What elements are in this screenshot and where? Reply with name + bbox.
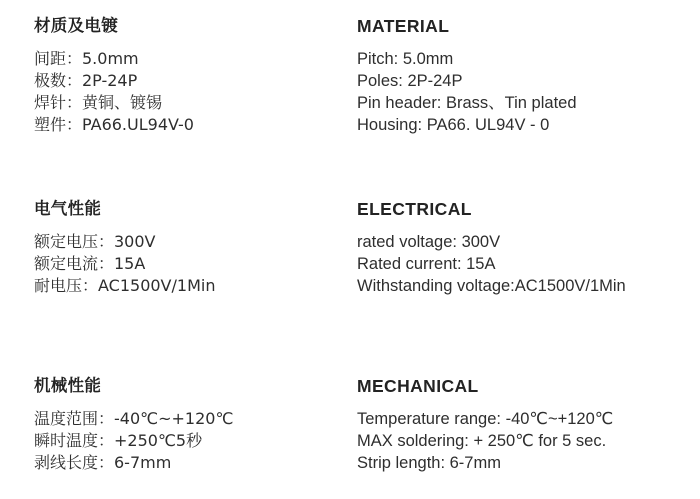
cn-electrical-section	[34, 199, 344, 297]
cn-pin-line: 焊针：黄铜、镀锡	[34, 93, 163, 112]
en-soldering-line: MAX soldering: + 250℃ for 5 sec.	[357, 432, 607, 450]
en-electrical-section	[357, 199, 697, 297]
en-mechanical-section	[357, 376, 697, 474]
cn-rated-current-line: 额定电流：15A	[34, 254, 146, 273]
en-mechanical-heading: MECHANICAL	[357, 376, 479, 396]
cn-strip-length-line: 剥线长度：6-7mm	[34, 453, 172, 472]
en-material-heading: MATERIAL	[357, 16, 450, 36]
cn-poles-line: 极数：2P-24P	[34, 71, 138, 90]
cn-soldering-line: 瞬时温度：+250℃5秒	[34, 431, 203, 450]
en-poles-line: Poles: 2P-24P	[357, 72, 463, 90]
cn-material-section	[34, 16, 344, 136]
cn-housing-line: 塑件：PA66.UL94V-0	[34, 115, 194, 134]
en-electrical-heading: ELECTRICAL	[357, 199, 472, 219]
cn-electrical-heading: 电气性能	[34, 199, 102, 218]
en-rated-current-line: Rated current: 15A	[357, 255, 496, 273]
cn-material-heading: 材质及电镀	[34, 16, 118, 35]
en-pitch-line: Pitch: 5.0mm	[357, 50, 454, 68]
en-temperature-line: Temperature range: -40℃~+120℃	[357, 410, 614, 428]
english-spec-column	[357, 0, 697, 499]
en-rated-voltage-line: rated voltage: 300V	[357, 233, 501, 251]
cn-pitch-line: 间距：5.0mm	[34, 49, 139, 68]
cn-withstanding-voltage-line: 耐电压：AC1500V/1Min	[34, 276, 216, 295]
cn-rated-voltage-line: 额定电压：300V	[34, 232, 156, 251]
cn-mechanical-heading: 机械性能	[34, 376, 102, 395]
en-withstanding-voltage-line: Withstanding voltage:AC1500V/1Min	[357, 277, 626, 295]
en-pin-line: Pin header: Brass、Tin plated	[357, 94, 577, 112]
chinese-spec-column	[34, 0, 344, 499]
en-housing-line: Housing: PA66. UL94V - 0	[357, 116, 550, 134]
cn-mechanical-section	[34, 376, 344, 474]
en-material-section	[357, 16, 697, 136]
cn-temperature-line: 温度范围：-40℃~+120℃	[34, 409, 234, 428]
en-strip-length-line: Strip length: 6-7mm	[357, 454, 501, 472]
